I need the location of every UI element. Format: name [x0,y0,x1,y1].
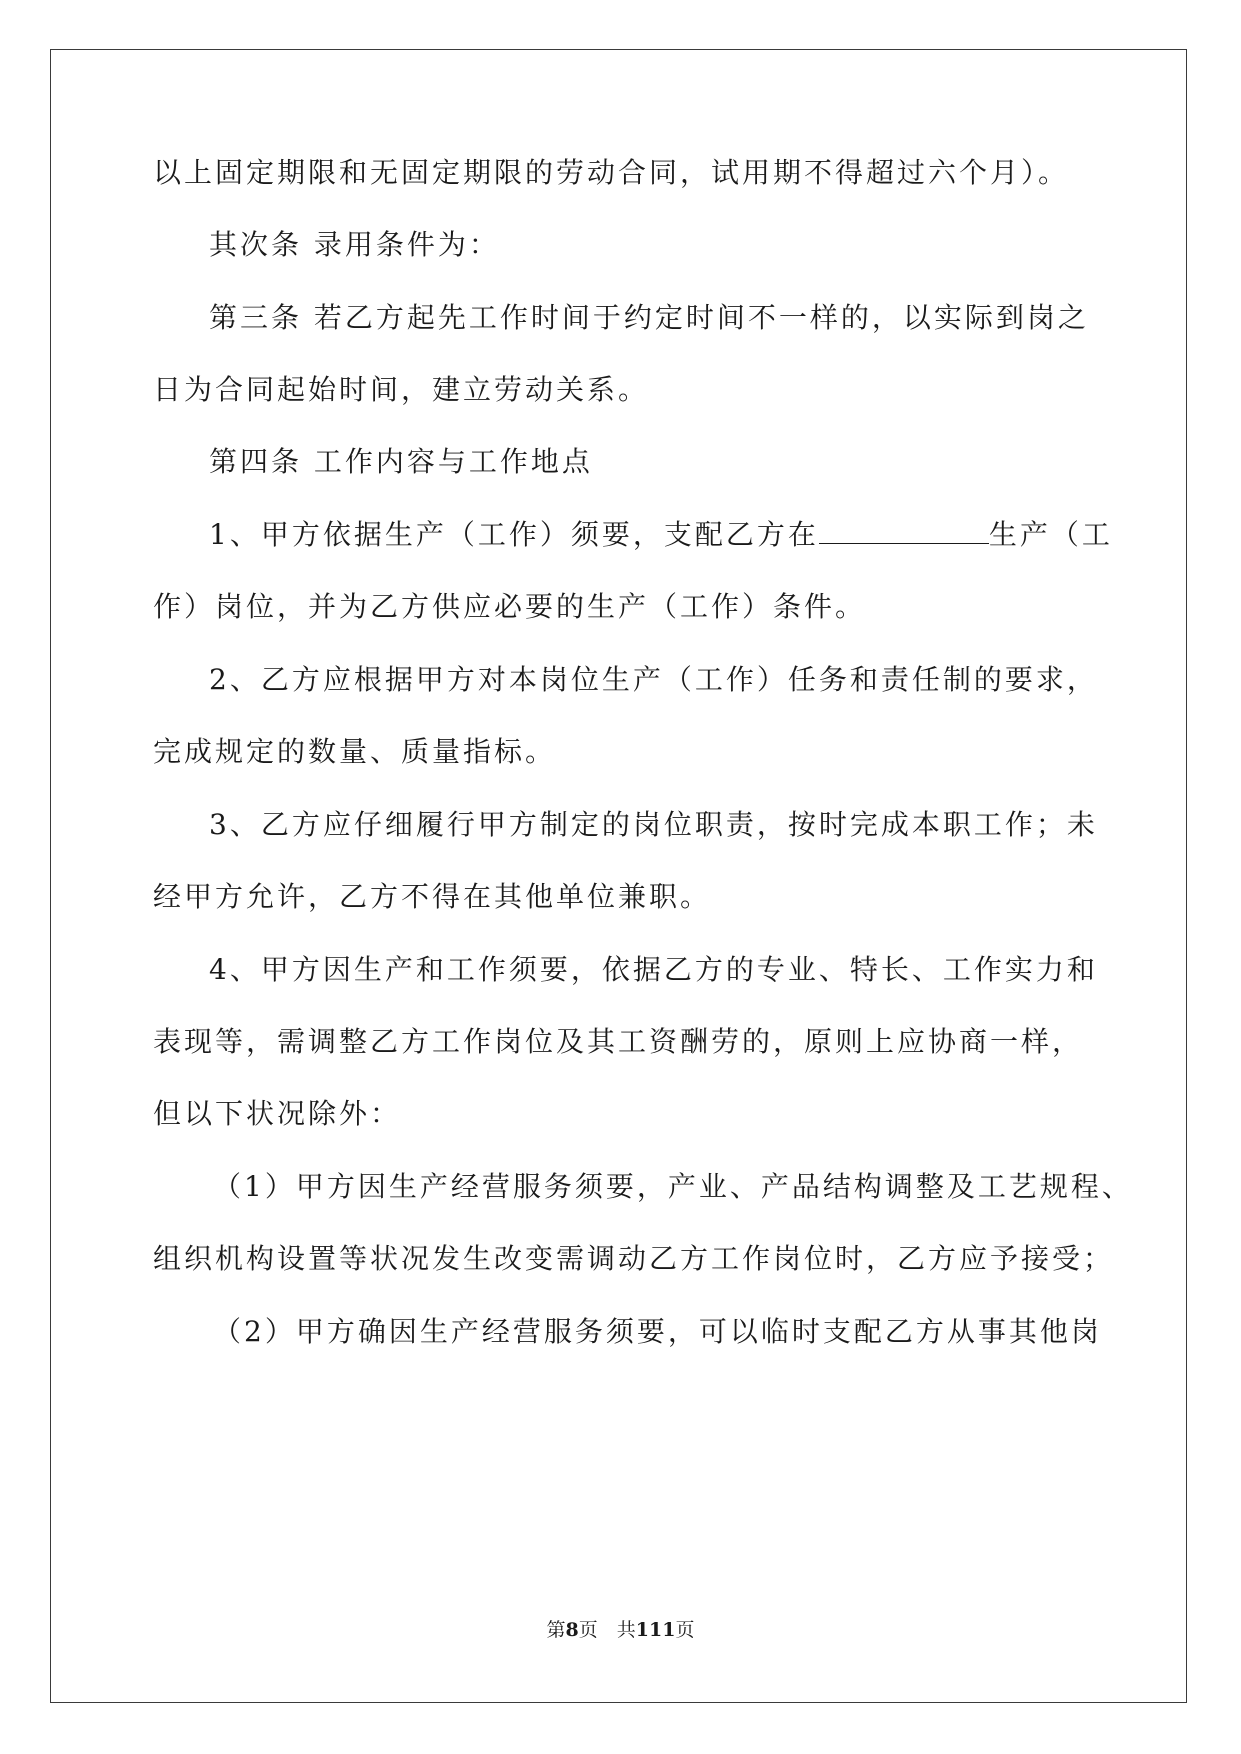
item-3-text: 3、乙方应仔细履行甲方制定的岗位职责，按时完成本职工作；未 [209,808,1098,841]
item-4-text: 4、甲方因生产和工作须要，依据乙方的专业、特长、工作实力和 [209,953,1098,986]
clause-4-heading: 第四条 工作内容与工作地点 [209,445,593,478]
text-line: 组织机构设置等状况发生改变需调动乙方工作岗位时，乙方应予接受； [153,1242,1115,1275]
text-line: 但以下状况除外： [153,1097,402,1130]
item-1-suffix: 生产（工 [988,518,1113,551]
clause-2-heading: 其次条 录用条件为： [209,228,500,261]
clause-3-text: 第三条 若乙方起先工作时间于约定时间不一样的，以实际到岗之 [209,301,1089,334]
subitem-2-text: （2）甲方确因生产经营服务须要，可以临时支配乙方从事其他岗 [213,1315,1102,1348]
text-line: 表现等，需调整乙方工作岗位及其工资酬劳的，原则上应协商一样， [153,1025,1084,1058]
item-1-text [209,515,1113,555]
item-1-prefix: 1、甲方依据生产（工作）须要，支配乙方在 [209,518,819,551]
text-line: 作）岗位，并为乙方供应必要的生产（工作）条件。 [153,590,867,623]
subitem-1-text: （1）甲方因生产经营服务须要，产业、产品结构调整及工艺规程、 [213,1170,1133,1203]
total-page-count: 111 [635,1619,676,1641]
footer-suffix: 页 [675,1619,695,1641]
item-2-text: 2、乙方应根据甲方对本岗位生产（工作）任务和责任制的要求， [209,663,1098,696]
text-line: 日为合同起始时间，建立劳动关系。 [153,373,650,406]
text-line: 完成规定的数量、质量指标。 [153,735,557,768]
current-page-number: 8 [565,1619,579,1641]
footer-middle: 页 共 [578,1619,636,1641]
text-line: 以上固定期限和无固定期限的劳动合同，试用期不得超过六个月）。 [153,156,1070,189]
text-line: 经甲方允许，乙方不得在其他单位兼职。 [153,880,712,913]
page-footer [0,1618,1241,1642]
fill-in-blank [819,519,989,544]
footer-prefix: 第 [546,1619,566,1641]
